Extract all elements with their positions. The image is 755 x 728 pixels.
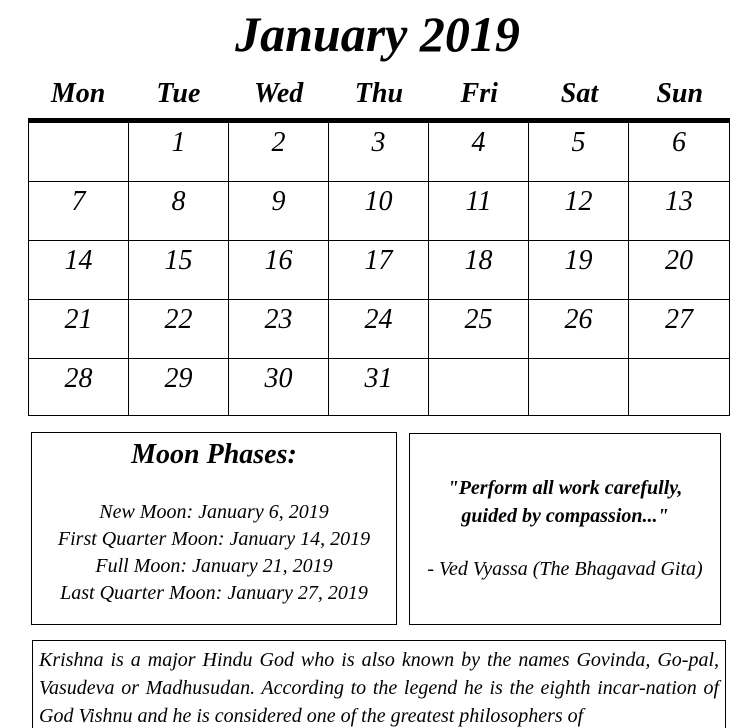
- moon-phases-title: Moon Phases:: [131, 439, 297, 470]
- last-quarter-moon-line: Last Quarter Moon: January 27, 2019: [60, 582, 368, 604]
- weekday-label: Thu: [354, 78, 404, 109]
- day-cell: 31: [329, 359, 429, 415]
- moon-phases-box: [31, 432, 397, 625]
- day-cell: 29: [129, 359, 229, 415]
- day-cell: 6: [629, 123, 729, 182]
- weekday-label: Sun: [656, 78, 704, 109]
- empty-day-cell: [429, 359, 529, 415]
- day-cell: 8: [129, 182, 229, 241]
- first-quarter-moon-line: First Quarter Moon: January 14, 2019: [57, 528, 371, 550]
- description-text: Krishna is a major Hindu God who is also known by the names Govinda, Go-pal, Vasudeva or Madhusudan. According to the legend he is the eighth incar-nation of God Vishnu and he is considered one of the greatest philosophers of: [39, 649, 719, 727]
- empty-day-cell: [29, 123, 129, 182]
- calendar-grid: [28, 118, 730, 416]
- weekday-label: Sat: [560, 78, 599, 109]
- calendar-title: January 2019: [235, 6, 520, 62]
- day-cell: 12: [529, 182, 629, 241]
- day-cell: 16: [229, 241, 329, 300]
- day-cell: 15: [129, 241, 229, 300]
- day-cell: 27: [629, 300, 729, 359]
- weekday-label: Mon: [50, 78, 106, 109]
- day-cell: 28: [29, 359, 129, 415]
- quote-line: "Perform all work carefully,: [447, 477, 683, 499]
- day-cell: 7: [29, 182, 129, 241]
- new-moon-line: New Moon: January 6, 2019: [99, 501, 329, 523]
- description-box: [32, 640, 726, 728]
- full-moon-line: Full Moon: January 21, 2019: [95, 555, 333, 577]
- day-cell: 1: [129, 123, 229, 182]
- day-cell: 30: [229, 359, 329, 415]
- day-cell: 5: [529, 123, 629, 182]
- weekday-label: Fri: [460, 78, 498, 109]
- day-cell: 24: [329, 300, 429, 359]
- quote-box: [409, 433, 721, 625]
- day-cell: 17: [329, 241, 429, 300]
- quote-line: guided by compassion...": [461, 505, 669, 527]
- empty-day-cell: [629, 359, 729, 415]
- day-cell: 10: [329, 182, 429, 241]
- quote-text: [410, 474, 720, 530]
- day-cell: 14: [29, 241, 129, 300]
- moon-phases-list: [32, 499, 396, 607]
- day-cell: 2: [229, 123, 329, 182]
- weekday-label: Wed: [254, 78, 304, 109]
- day-cell: 13: [629, 182, 729, 241]
- weekday-label: Tue: [156, 78, 201, 109]
- day-cell: 3: [329, 123, 429, 182]
- day-cell: 18: [429, 241, 529, 300]
- day-cell: 22: [129, 300, 229, 359]
- day-cell: 4: [429, 123, 529, 182]
- quote-author: - Ved Vyassa (The Bhagavad Gita): [427, 558, 703, 580]
- day-cell: 23: [229, 300, 329, 359]
- day-cell: 21: [29, 300, 129, 359]
- day-cell: 26: [529, 300, 629, 359]
- day-cell: 19: [529, 241, 629, 300]
- day-cell: 9: [229, 182, 329, 241]
- day-cell: 20: [629, 241, 729, 300]
- day-cell: 25: [429, 300, 529, 359]
- day-cell: 11: [429, 182, 529, 241]
- empty-day-cell: [529, 359, 629, 415]
- weekday-header-row: [28, 74, 730, 114]
